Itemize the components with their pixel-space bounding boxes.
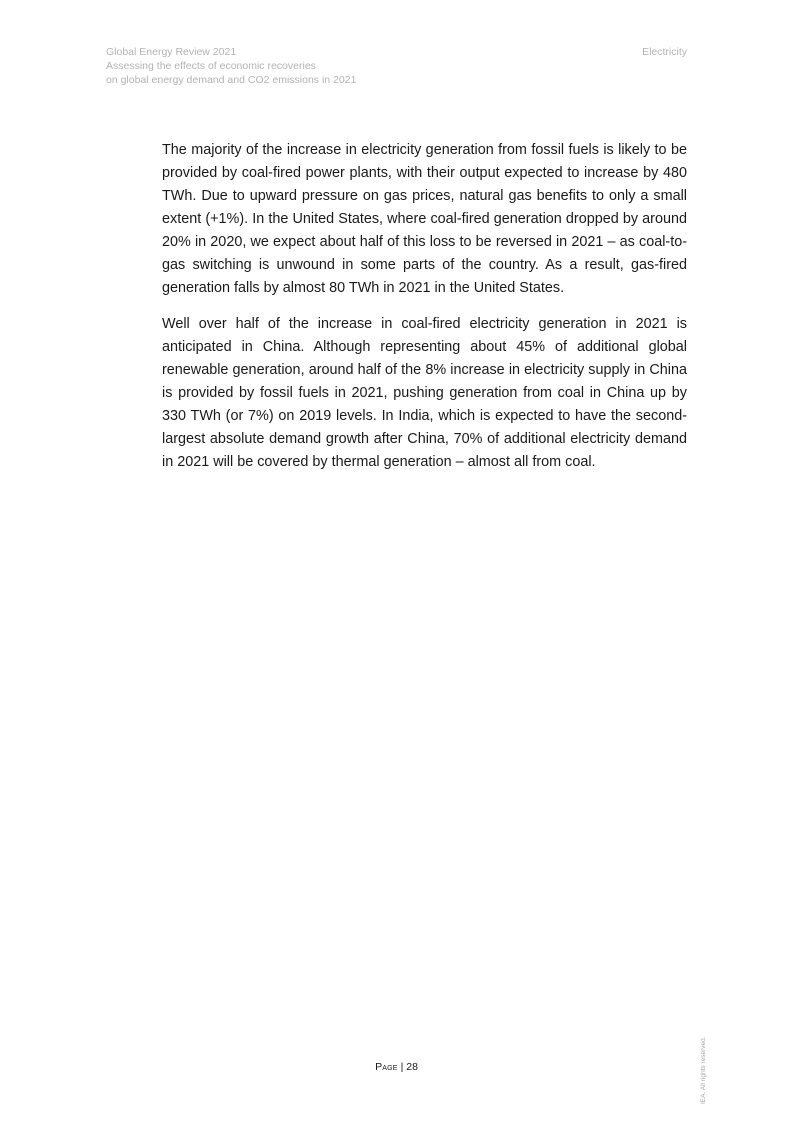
copyright-notice: IEA. All rights reserved. [700,1036,707,1104]
page-number: 28 [406,1061,418,1073]
page-label: Page [375,1061,398,1073]
paragraph-1: The majority of the increase in electricity generation from fossil fuels is likely to be provided by coal-fired power plants, with their output expected to increase by 480 TWh. Due to upward pressure on gas prices, natural gas benefits to only a small extent (+1%). In the United States, where coal-fired generation dropped by around 20% in 2020, we expect about half of this loss to be reversed in 2021 – as coal-to-gas switching is unwound in some parts of the country. As a result, gas-fired generation falls by almost 80 TWh in 2021 in the United States. [162,142,687,296]
document-header [106,45,356,87]
section-title: Electricity [642,46,687,58]
report-subtitle-line-1: Assessing the effects of economic recoveries [106,60,316,72]
page-separator: | [400,1061,404,1073]
paragraph-2: Well over half of the increase in coal-fired electricity generation in 2021 is anticipated in China. Although representing about 45% of additional global renewable generation, around half of the 8% increase in electricity supply in China is provided by fossil fuels in 2021, pushing generation from coal in China up by 330 TWh (or 7%) on 2019 levels. In India, which is expected to have the second-largest absolute demand growth after China, 70% of additional electricity demand in 2021 will be covered by thermal generation – almost all from coal. [162,316,687,470]
body-text [162,139,687,487]
report-title: Global Energy Review 2021 [106,46,237,58]
report-subtitle-line-2: on global energy demand and CO2 emissions in 2021 [106,74,357,86]
page-footer [0,1061,793,1073]
